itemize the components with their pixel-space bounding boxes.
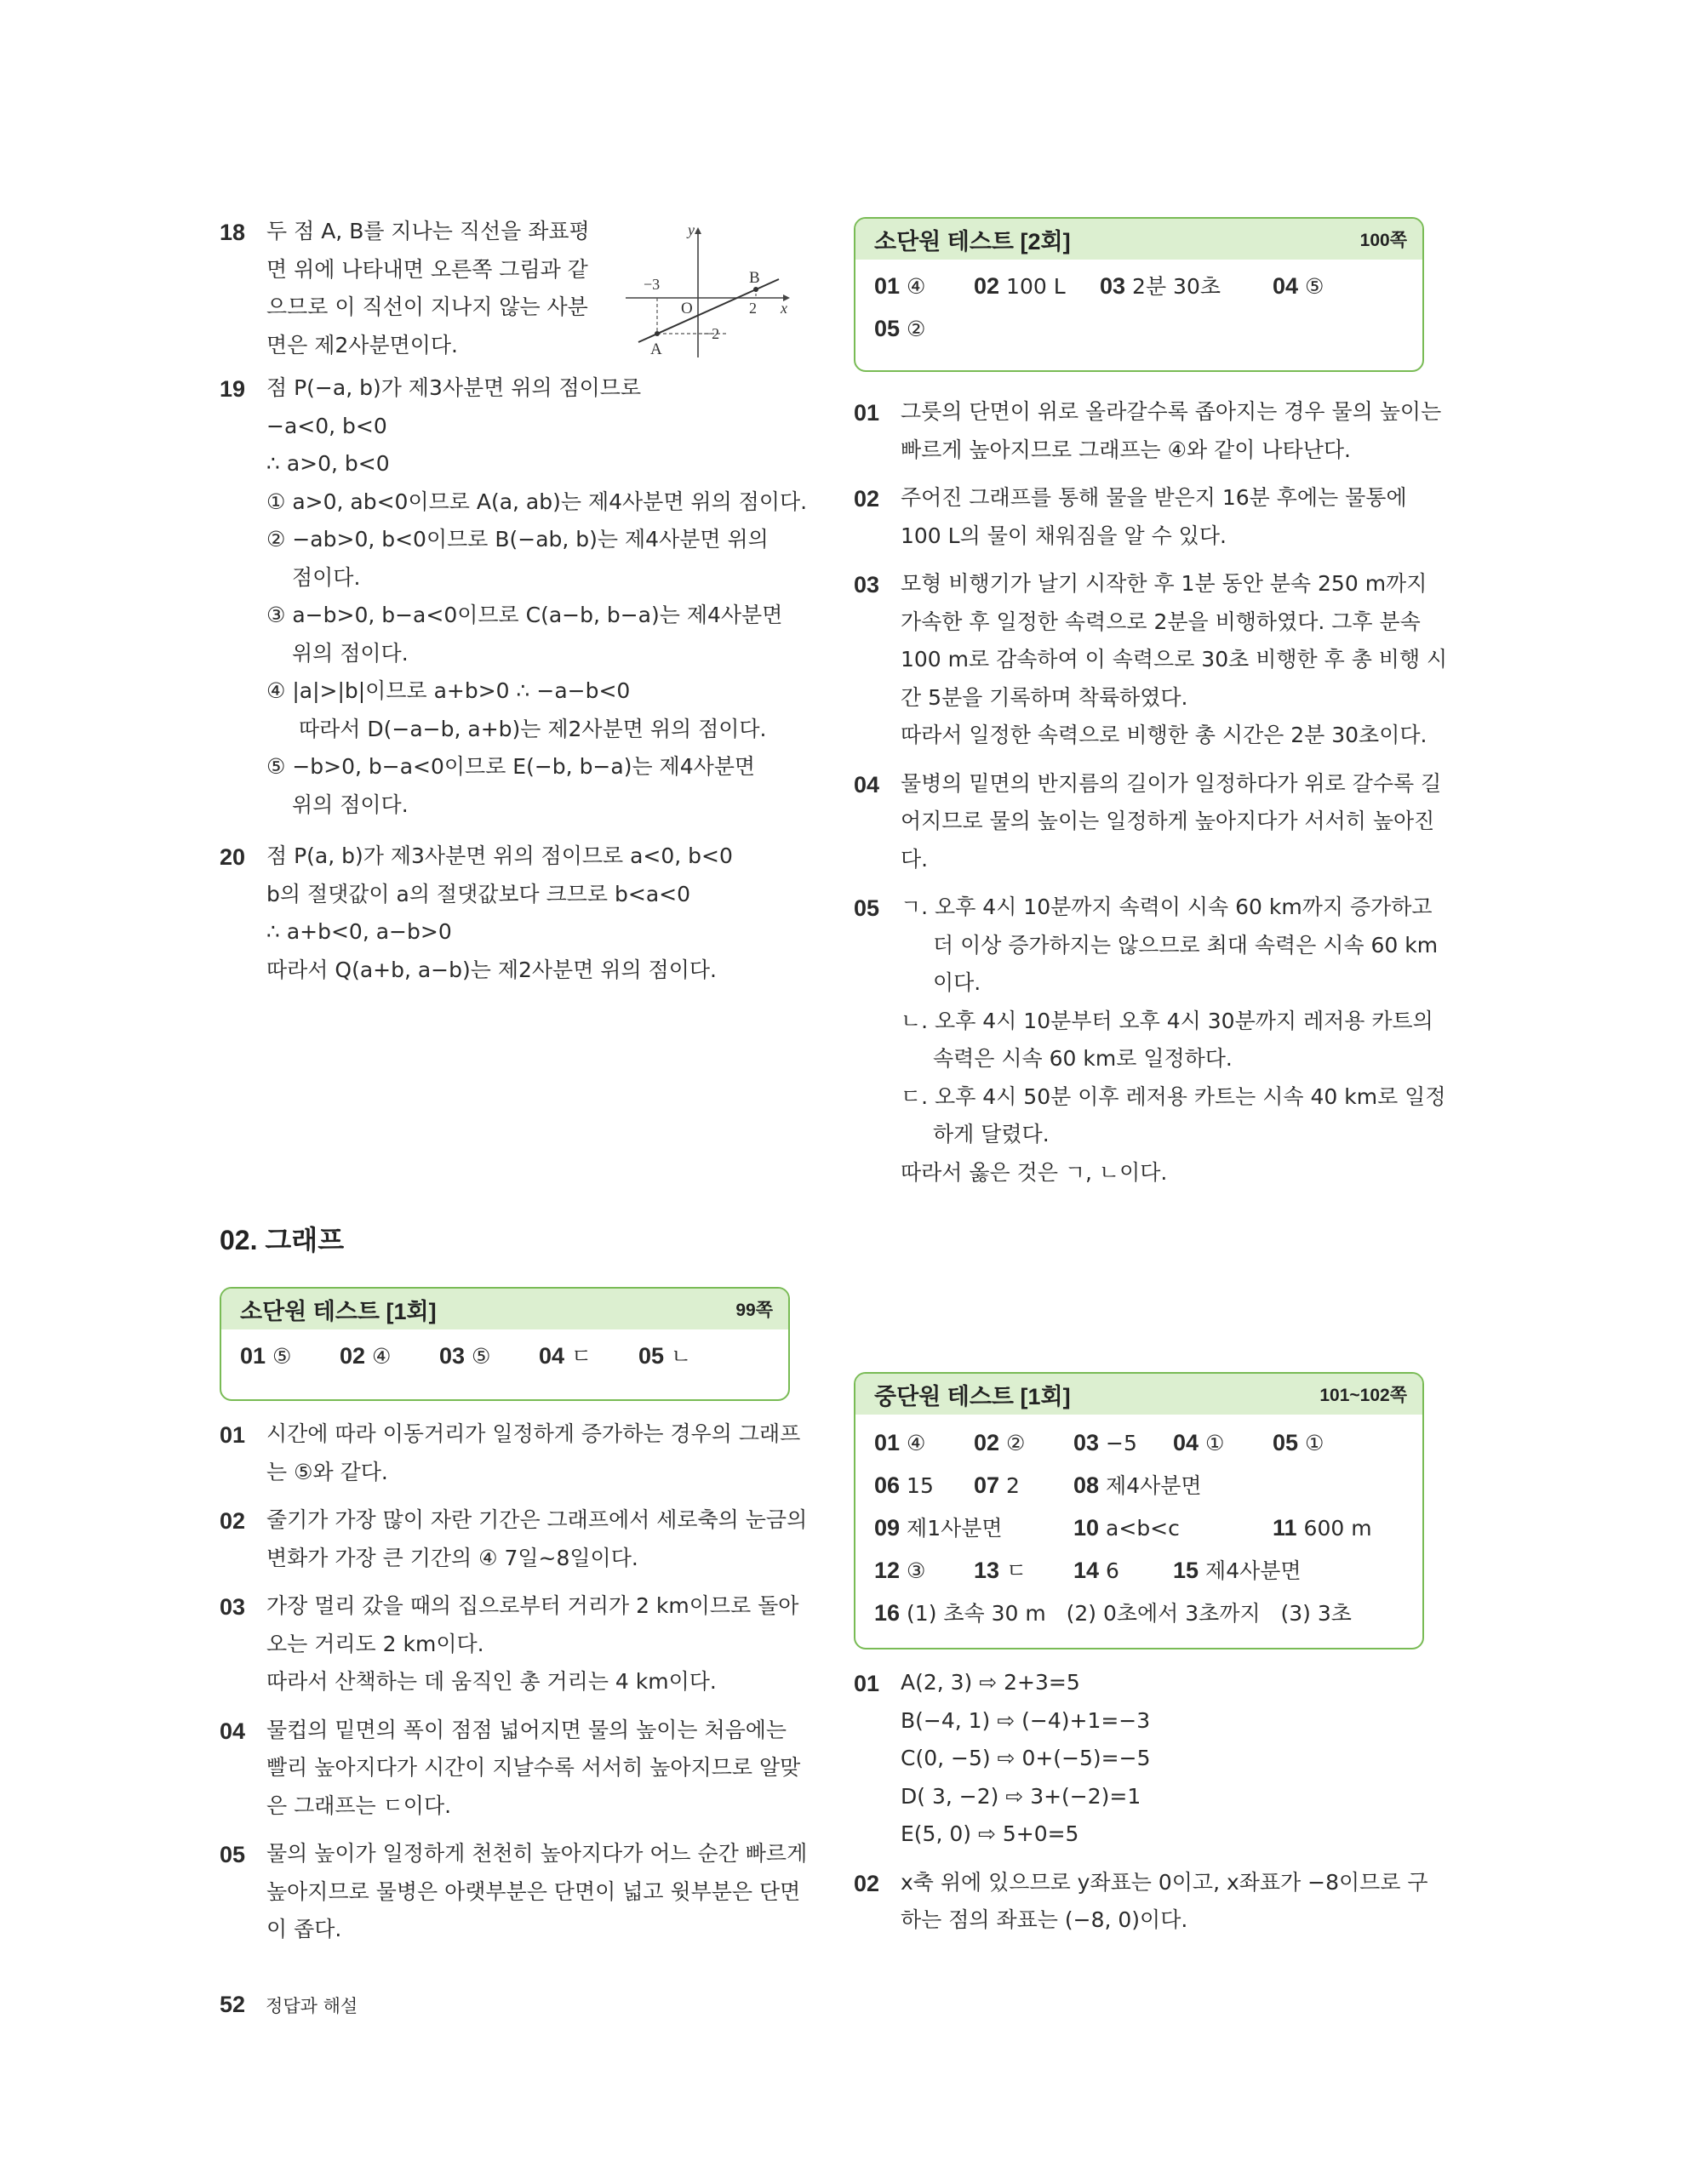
explanation-02 (854, 479, 1433, 555)
answer-box-mid-test-1 (854, 1372, 1424, 1649)
text-line: 두 점 A, B를 지나는 직선을 좌표평 (266, 219, 590, 243)
answer-item: 14 6 (1073, 1558, 1119, 1583)
solution-20 (220, 838, 798, 989)
explanation-04 (220, 1712, 801, 1826)
left-explanations (220, 1415, 808, 1956)
answer-box-small-test-2 (854, 217, 1424, 372)
text-line: 물컵의 밑면의 폭이 점점 넓어지면 물의 높이는 처음에는 (266, 1717, 787, 1742)
text-line: 이 좁다. (266, 1917, 342, 1941)
text-line: 따라서 옳은 것은 ㄱ, ㄴ이다. (901, 1159, 1168, 1185)
answer-row (874, 307, 1404, 350)
answer-item: 07 2 (974, 1472, 1020, 1498)
text-line: 변화가 가장 큰 기간의 ④ 7일~8일이다. (266, 1545, 638, 1570)
text-line: 더 이상 증가하지는 않으므로 최대 속력은 시속 60 km (933, 932, 1439, 958)
answer-item: 04 ① (1173, 1430, 1225, 1455)
text-line: 높아지므로 물병은 아랫부분은 단면이 넓고 윗부분은 단면 (266, 1878, 801, 1904)
answer-item: 04 ㄷ (539, 1343, 592, 1369)
text-line: 그릇의 단면이 위로 올라갈수록 좁아지는 경우 물의 높이는 (901, 399, 1442, 424)
text-line: B(−4, 1) ⇨ (−4)+1=−3 (901, 1707, 1151, 1733)
text-line: 가속한 후 일정한 속력으로 2분을 비행하였다. 그후 분속 (901, 609, 1421, 634)
text-line: 은 그래프는 ㄷ이다. (266, 1792, 452, 1818)
footer-text: 정답과 해설 (266, 1996, 358, 2016)
box-header (855, 1374, 1422, 1415)
text-line: 점이다. (292, 564, 361, 590)
answer-item: 09 제1사분면 (874, 1515, 1003, 1541)
solution-number: 18 (220, 220, 246, 245)
solution-number: 03 (220, 1594, 246, 1620)
choice-a: ㄱ. 오후 4시 10분까지 속력이 시속 60 km까지 증가하고 (901, 895, 1433, 919)
origin-label: O (681, 300, 693, 317)
point-a (655, 331, 660, 336)
text-line: 속력은 시속 60 km로 일정하다. (933, 1046, 1233, 1071)
answer-row (874, 1592, 1404, 1634)
answer-item: 13 ㄷ (974, 1558, 1027, 1583)
right-explanations-2 (854, 1664, 1433, 1947)
explanation-01 (854, 1664, 1433, 1854)
text-line: 100 m로 감속하여 이 속력으로 30초 비행한 후 총 비행 시 (901, 647, 1448, 672)
text-line: 모형 비행기가 날기 시작한 후 1분 동안 분속 250 m까지 (901, 571, 1427, 596)
answer-item: 11 600 m (1273, 1515, 1372, 1541)
page-footer (220, 1992, 358, 2018)
text-line: x축 위에 있으므로 y좌표는 0이고, x좌표가 −8이므로 구 (901, 1869, 1428, 1895)
explanation-03 (854, 565, 1448, 755)
solution-number: 03 (854, 572, 880, 597)
text-line: 하는 점의 좌표는 (−8, 0)이다. (901, 1907, 1188, 1932)
box-body (221, 1329, 788, 1382)
answer-item: 04 ⑤ (1273, 273, 1324, 299)
tick-neg3: −3 (644, 276, 661, 293)
answer-item: 08 제4사분면 (1073, 1472, 1202, 1498)
explanation-03 (220, 1587, 798, 1701)
answer-item: 03 2분 30초 (1100, 273, 1221, 299)
solution-number: 01 (220, 1422, 246, 1448)
text-line: 빨리 높아지다가 시간이 지날수록 서서히 높아지므로 알맞 (266, 1755, 801, 1780)
text-line: 위의 점이다. (292, 640, 409, 666)
text-line: 100 L의 물이 채워짐을 알 수 있다. (901, 523, 1227, 548)
text-line: 간 5분을 기록하며 착륙하였다. (901, 684, 1188, 710)
solution-number: 02 (220, 1508, 246, 1534)
text-line: A(2, 3) ⇨ 2+3=5 (901, 1670, 1080, 1695)
solution-number: 05 (854, 895, 880, 921)
solution-number: 02 (854, 1870, 880, 1896)
answer-item: 05 ② (874, 316, 926, 341)
box-title: 소단원 테스트 [1회] (240, 1298, 437, 1324)
box-title: 소단원 테스트 [2회] (874, 228, 1071, 254)
text-line: 시간에 따라 이동거리가 일정하게 증가하는 경우의 그래프 (266, 1421, 801, 1446)
answer-row (874, 1507, 1404, 1549)
solution-number: 04 (220, 1718, 246, 1744)
text-line: D( 3, −2) ⇨ 3+(−2)=1 (901, 1783, 1141, 1809)
text-line: 따라서 산책하는 데 움직인 총 거리는 4 km이다. (266, 1669, 717, 1694)
text-line: 으므로 이 직선이 지나지 않는 사분 (266, 294, 588, 319)
text-line: 빠르게 높아지므로 그래프는 ④와 같이 나타난다. (901, 437, 1351, 462)
text-line: 는 ⑤와 같다. (266, 1459, 388, 1484)
box-header (855, 219, 1422, 260)
answer-item: 01 ⑤ (240, 1343, 292, 1369)
text-line: 줄기가 가장 많이 자란 기간은 그래프에서 세로축의 눈금의 (266, 1507, 808, 1532)
answer-item: 05 ① (1273, 1430, 1324, 1455)
choice-3: ③ a−b>0, b−a<0이므로 C(a−b, b−a)는 제4사분면 (266, 603, 783, 627)
answer-item: 15 제4사분면 (1173, 1558, 1302, 1583)
text-line: 주어진 그래프를 통해 물을 받은지 16분 후에는 물통에 (901, 485, 1407, 510)
text-line: 물병의 밑면의 반지름의 길이가 일정하다가 위로 갈수록 길 (901, 770, 1442, 796)
section-title: 02. 그래프 (220, 1225, 345, 1255)
answer-item: 16 (1) 초속 30 m (2) 0초에서 3초까지 (3) 3초 (874, 1600, 1352, 1626)
box-page: 101~102쪽 (1319, 1386, 1407, 1405)
answer-item: 10 a<b<c (1073, 1515, 1180, 1541)
answer-row (874, 1421, 1404, 1464)
solution-19 (220, 369, 808, 824)
solution-number: 01 (854, 1671, 880, 1696)
choice-4: ④ |a|>|b|이므로 a+b>0 ∴ −a−b<0 (266, 678, 631, 703)
box-header (221, 1289, 788, 1329)
explanation-01 (220, 1415, 801, 1491)
choice-1: ① a>0, ab<0이므로 A(a, ab)는 제4사분면 위의 점이다. (266, 489, 808, 514)
choice-b: ㄴ. 오후 4시 10분부터 오후 4시 30분까지 레저용 카트의 (901, 1008, 1433, 1033)
answer-item: 06 15 (874, 1472, 934, 1498)
text-line: 따라서 일정한 속력으로 비행한 총 시간은 2분 30초이다. (901, 723, 1427, 747)
choice-c: ㄷ. 오후 4시 50분 이후 레저용 카트는 시속 40 km로 일정 (901, 1083, 1446, 1109)
label-b: B (749, 269, 760, 287)
text-line: 물의 높이가 일정하게 천천히 높아지다가 어느 순간 빠르게 (266, 1841, 808, 1866)
explanation-02 (220, 1501, 808, 1577)
box-title: 중단원 테스트 [1회] (874, 1383, 1071, 1409)
label-a: A (650, 340, 662, 358)
choice-5: ⑤ −b>0, b−a<0이므로 E(−b, b−a)는 제4사분면 (266, 754, 756, 779)
text-line: 점 P(−a, b)가 제3사분면 위의 점이므로 (266, 375, 642, 400)
text-line: −a<0, b<0 (266, 413, 387, 438)
right-explanations-1 (854, 393, 1448, 1198)
answer-row (874, 1549, 1404, 1592)
choice-2: ② −ab>0, b<0이므로 B(−ab, b)는 제4사분면 위의 (266, 527, 769, 552)
explanation-02 (854, 1864, 1433, 1940)
text-line: 따라서 D(−a−b, a+b)는 제2사분면 위의 점이다. (299, 716, 767, 741)
solution-number: 04 (854, 771, 880, 798)
text-line: ∴ a+b<0, a−b>0 (266, 919, 452, 944)
answer-row (874, 265, 1404, 307)
text-line: C(0, −5) ⇨ 0+(−5)=−5 (901, 1746, 1151, 1770)
answer-item: 01 ④ (874, 1430, 926, 1455)
text-line: 면 위에 나타내면 오른쪽 그림과 같 (266, 256, 588, 282)
answer-item: 01 ④ (874, 273, 926, 299)
box-body (855, 260, 1422, 355)
text-line: ∴ a>0, b<0 (266, 451, 390, 476)
text-line: 가장 멀리 갔을 때의 집으로부터 거리가 2 km이므로 돌아 (266, 1593, 799, 1618)
solution-18 (220, 213, 798, 363)
solution-number: 20 (220, 844, 246, 870)
answer-item: 03 ⑤ (439, 1343, 491, 1369)
answer-item: 03 −5 (1073, 1430, 1137, 1455)
answer-item: 02 ④ (340, 1343, 392, 1369)
text-line: 위의 점이다. (292, 792, 409, 817)
answer-box-small-test-1 (220, 1287, 790, 1401)
text-line: 면은 제2사분면이다. (266, 332, 458, 357)
explanation-05 (854, 889, 1446, 1192)
point-b (753, 287, 758, 292)
tick-neg2: −2 (703, 325, 720, 342)
answer-row (874, 1464, 1404, 1507)
page-number: 52 (220, 1992, 246, 2017)
explanation-05 (220, 1835, 808, 1949)
y-axis-arrow (695, 227, 701, 234)
text-line: 오는 거리도 2 km이다. (266, 1631, 484, 1656)
solution-number: 02 (854, 486, 880, 512)
explanation-01 (854, 393, 1442, 469)
answer-item: 02 100 L (974, 273, 1066, 299)
solution-number: 19 (220, 376, 246, 402)
box-page: 99쪽 (735, 1301, 773, 1320)
answer-item: 12 ③ (874, 1558, 926, 1583)
y-axis-label: y (688, 221, 695, 238)
text-line: 이다. (933, 970, 981, 995)
text-line: 하게 달렸다. (933, 1122, 1050, 1146)
coordinate-graph (621, 221, 796, 362)
text-line: E(5, 0) ⇨ 5+0=5 (901, 1821, 1079, 1846)
text-line: 어지므로 물의 높이는 일정하게 높아지다가 서서히 높아진 (901, 809, 1435, 833)
text-line: 따라서 Q(a+b, a−b)는 제2사분면 위의 점이다. (266, 957, 717, 982)
answer-item: 05 ㄴ (638, 1343, 692, 1369)
solution-number: 01 (854, 400, 880, 426)
answer-row (240, 1335, 769, 1377)
box-body (855, 1415, 1422, 1639)
text-line: b의 절댓값이 a의 절댓값보다 크므로 b<a<0 (266, 881, 691, 906)
answer-item: 02 ② (974, 1430, 1026, 1455)
text-line: 점 P(a, b)가 제3사분면 위의 점이므로 a<0, b<0 (266, 843, 733, 868)
left-column (220, 213, 808, 996)
text-line: 다. (901, 846, 929, 872)
tick-2: 2 (749, 300, 757, 317)
explanation-04 (854, 765, 1442, 879)
x-axis-label: x (781, 300, 787, 317)
solution-number: 05 (220, 1842, 246, 1867)
box-page: 100쪽 (1359, 231, 1407, 250)
